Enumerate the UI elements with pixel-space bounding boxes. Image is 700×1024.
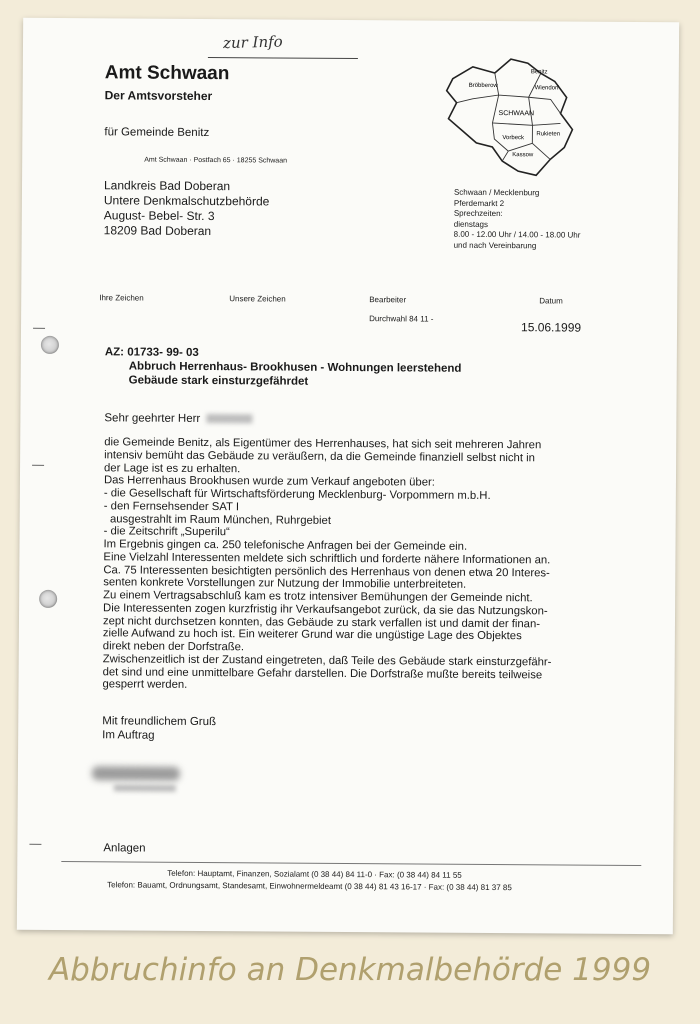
body-line: zielle Aufwand zu hoch ist. Ein weiterer Grund war die ungüstige Lage des Objektes (102, 627, 522, 643)
letter-body (102, 436, 604, 694)
body-line: det sind und eine unmittelbare Gefahr darstellen. Die Dorfstraße mußte bereits teilweise (102, 665, 543, 681)
body-line: senten konkrete Vorstellungen zur Nutzung der Immobilie unterbreiteten. (103, 576, 467, 592)
handwritten-underline (208, 57, 358, 59)
recipient-line: Untere Denkmalschutzbehörde (103, 193, 270, 209)
map-label: Vorbeck (502, 135, 525, 142)
body-line: der Lage ist es zu erhalten. (104, 461, 241, 475)
letter-date: 15.06.1999 (520, 320, 582, 335)
fold-mark (32, 465, 44, 466)
salutation (104, 412, 252, 425)
body-line: Das Herrenhaus Brookhusen wurde zum Verkauf angeboten über: (103, 474, 435, 489)
recipient-line: 18209 Bad Doberan (103, 223, 212, 239)
body-line: direkt neben der Dorfstraße. (102, 640, 245, 654)
fold-mark (33, 328, 45, 329)
body-line: Im Ergebnis gingen ca. 250 telefonische Anfragen bei der Gemeinde ein. (103, 538, 468, 553)
closing-line: Im Auftrag (102, 729, 155, 742)
letterhead-municipality: für Gemeinde Benitz (104, 126, 210, 140)
image-caption: Abbruchinfo an Denkmalbehörde 1999 (48, 952, 652, 988)
punch-hole (41, 336, 59, 354)
recipient-address (104, 178, 270, 239)
subject-line: Gebäude stark einsturzgefährdet (128, 374, 309, 388)
redacted-signature (92, 766, 180, 781)
contact-line: Sprechzeiten: (453, 208, 503, 219)
map-label: Benitz (530, 69, 548, 76)
recipient-line: Landkreis Bad Doberan (103, 178, 231, 194)
ref-unsere-zeichen: Unsere Zeichen (229, 294, 286, 304)
body-line: Zu einem Vertragsabschluß kam es trotz intensiver Bemühungen der Gemeinde nicht. (103, 589, 533, 605)
salutation-text: Sehr geehrter Herr (104, 412, 201, 425)
fold-mark (29, 844, 41, 845)
contact-block (454, 188, 581, 252)
closing (102, 714, 216, 743)
contact-line: Schwaan / Mecklenburg (453, 187, 540, 198)
body-line: ausgestrahlt im Raum München, Ruhrgebiet (103, 512, 332, 527)
map-label: Bröbberow (468, 82, 498, 90)
map-label: Wiendorf (534, 85, 559, 92)
district-map (432, 39, 593, 180)
body-line: - den Fernsehsender SAT I (103, 500, 240, 513)
body-line: Die Interessenten zogen kurzfristig ihr Verkaufsangebot zurück, da sie das Nutzungskon- (103, 602, 548, 618)
enclosures-label: Anlagen (103, 842, 146, 855)
ref-datum-label: Datum (539, 296, 563, 306)
recipient-line: August- Bebel- Str. 3 (103, 208, 215, 224)
footer-line: Telefon: Bauamt, Ordnungsamt, Standesamt, Einwohnermeldeamt (0 38 44) 81 43 16-17 · Fax: (0 38 44) 81 37 85 (107, 880, 512, 893)
footer-divider (61, 861, 641, 866)
closing-line: Mit freundlichem Gruß (102, 715, 217, 729)
body-line: Eine Vielzahl Interessenten meldete sich schriftlich und forderte nähere Informationen an. (103, 551, 551, 567)
redacted-name (206, 414, 252, 423)
body-line: die Gemeinde Benitz, als Eigentümer des Herrenhauses, hat sich seit mehreren Jahren (104, 436, 542, 452)
file-reference: AZ: 01733- 99- 03 (104, 346, 199, 359)
contact-line: und nach Vereinbarung (453, 240, 537, 250)
footer-line: Telefon: Hauptamt, Finanzen, Sozialamt (0 38 44) 84 11-0 · Fax: (0 38 44) 84 11 55 (167, 868, 462, 880)
letterhead-org: Amt Schwaan (104, 62, 230, 85)
body-line: - die Gesellschaft für Wirtschaftsförderung Mecklenburg- Vorpommern m.b.H. (103, 487, 491, 502)
body-line: gesperrt werden. (102, 678, 188, 692)
letter-sheet (17, 18, 679, 935)
redacted-signer-name (114, 784, 176, 791)
contact-line: 8.00 - 12.00 Uhr / 14.00 - 18.00 Uhr (453, 229, 581, 240)
handwritten-note: zur Info (222, 32, 283, 53)
body-line: Ca. 75 Interessenten besichtigten persönlich des Herrenhaus von denen etwa 20 Interes- (103, 563, 550, 579)
body-line: Zwischenzeitlich ist der Zustand eingetreten, daß Teile des Gebäude stark einsturzgefähr- (102, 653, 552, 669)
ref-durchwahl: Durchwahl 84 11 - (369, 314, 434, 324)
map-label: SCHWAAN (498, 110, 535, 118)
body-line: zept nicht durchsetzen konnten, das Gebäude zu stark verfallen ist und damit der finan- (102, 614, 541, 630)
letterhead-role: Der Amtsvorsteher (104, 88, 213, 104)
subject-line: Abbruch Herrenhaus- Brookhusen - Wohnungen leerstehend (128, 360, 462, 375)
map-label: Rukieten (536, 131, 561, 138)
punch-hole (39, 590, 57, 608)
body-line: intensiv bemüht das Gebäude zu veräußern, da die Gemeinde finanziell selbst nicht in (104, 449, 535, 465)
sender-return-line: Amt Schwaan · Postfach 65 · 18255 Schwaan (144, 156, 288, 165)
ref-bearbeiter: Bearbeiter (369, 295, 407, 305)
body-line: - die Zeitschrift „Superilu“ (103, 525, 230, 539)
ref-ihre-zeichen: Ihre Zeichen (99, 293, 144, 303)
contact-line: dienstags (453, 219, 489, 229)
contact-line: Pferdemarkt 2 (453, 198, 505, 208)
map-label: Kassow (512, 152, 534, 159)
